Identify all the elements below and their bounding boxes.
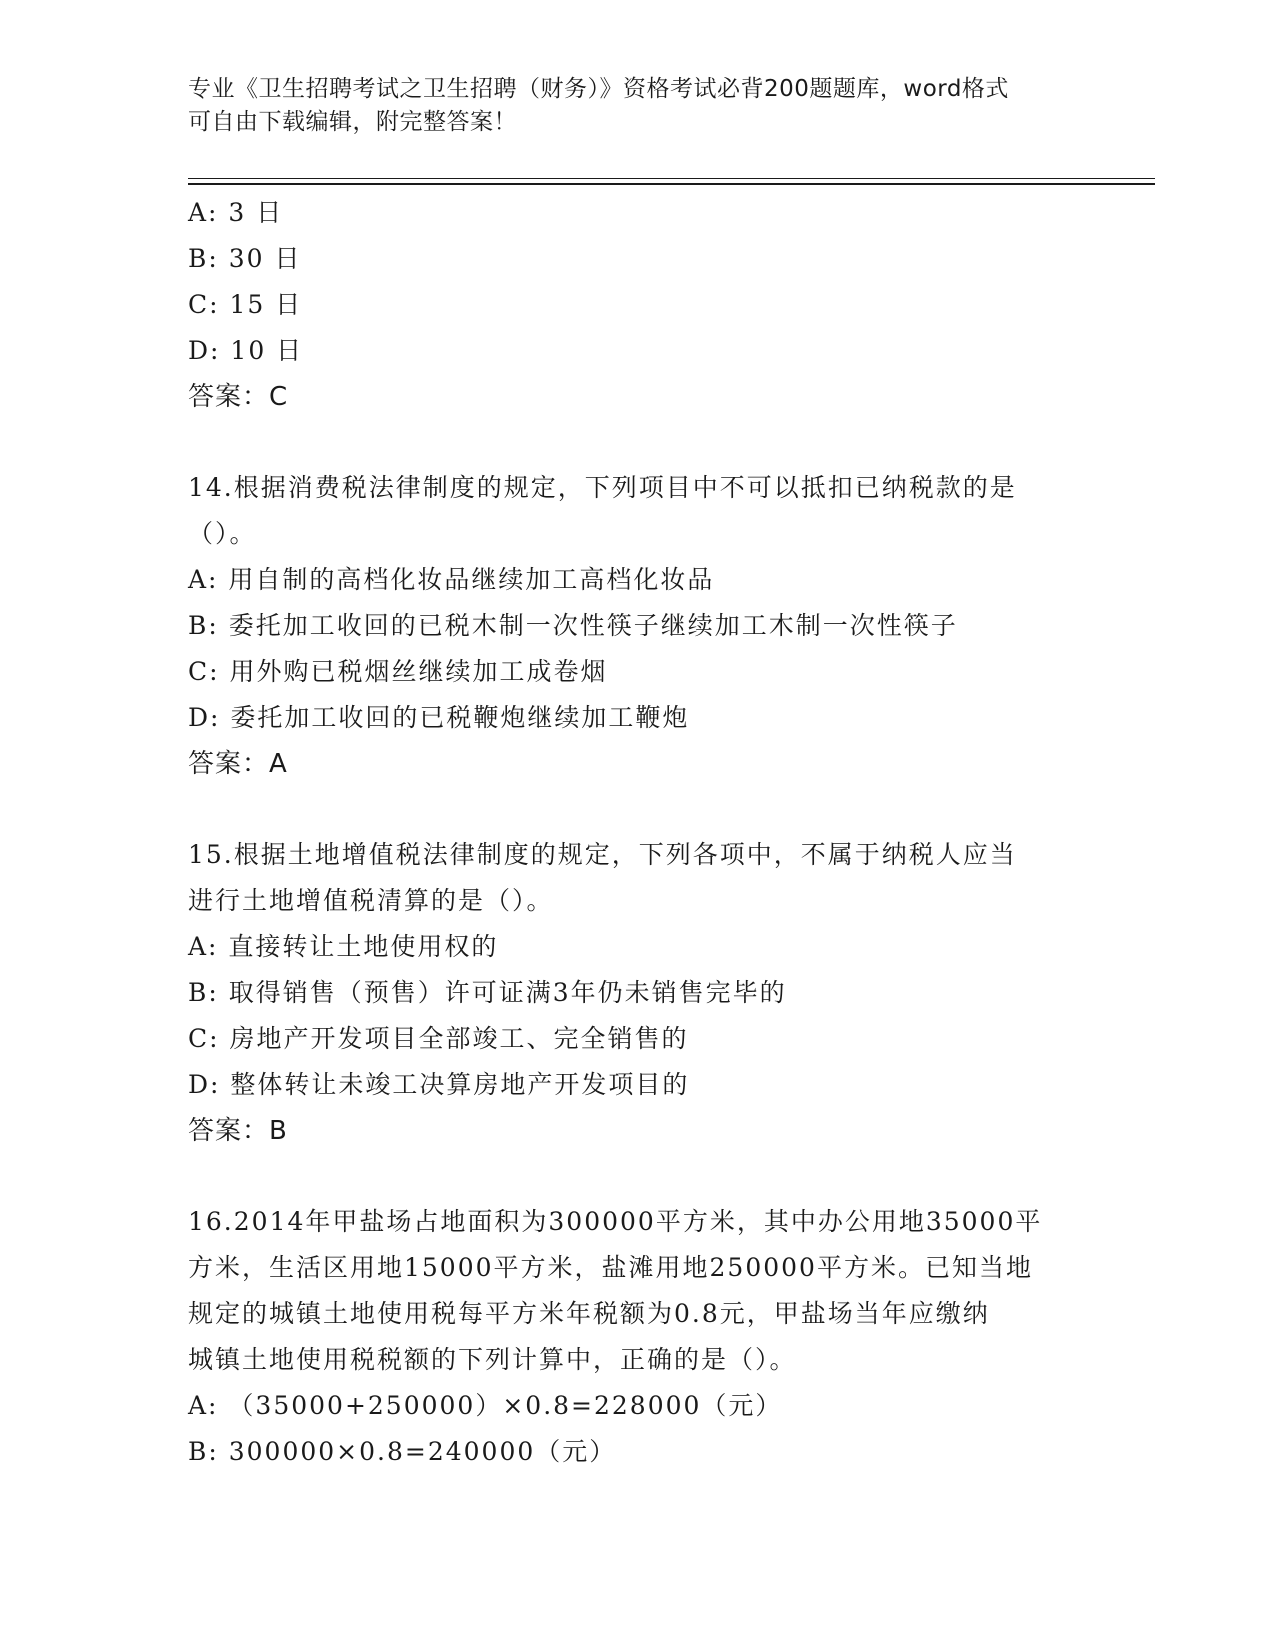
question-stem-line: 15.根据土地增值税法律制度的规定，下列各项中，不属于纳税人应当 — [188, 840, 1017, 869]
header-title-line-1: 专业《卫生招聘考试之卫生招聘（财务）》资格考试必背200题题库，word格式 — [188, 76, 1009, 102]
question-content — [188, 190, 1088, 1475]
document-header — [188, 73, 1088, 139]
option-d: D: 10 日 — [188, 336, 304, 365]
spacer — [188, 787, 1088, 832]
answer-line: 答案：B — [188, 1116, 288, 1146]
question-stem-line: 16.2014年甲盐场占地面积为300000平方米，其中办公用地35000平 — [188, 1207, 1043, 1236]
option-b: B: 300000×0.8=240000（元） — [188, 1437, 617, 1466]
answer-line: 答案：C — [188, 382, 289, 412]
option-d: D: 委托加工收回的已税鞭炮继续加工鞭炮 — [188, 703, 690, 732]
option-c: C: 房地产开发项目全部竣工、完全销售的 — [188, 1024, 689, 1053]
question-16-block — [188, 1199, 1088, 1475]
option-d: D: 整体转让未竣工决算房地产开发项目的 — [188, 1070, 690, 1099]
option-c: C: 用外购已税烟丝继续加工成卷烟 — [188, 657, 608, 686]
question-13-block — [188, 190, 1088, 420]
question-14-block — [188, 465, 1088, 787]
header-divider-thin — [188, 178, 1155, 179]
option-b: B: 30 日 — [188, 244, 302, 273]
answer-line: 答案：A — [188, 749, 288, 779]
option-b: B: 委托加工收回的已税木制一次性筷子继续加工木制一次性筷子 — [188, 611, 958, 640]
header-title-line-2: 可自由下载编辑，附完整答案！ — [188, 109, 517, 135]
question-stem-line: 城镇土地使用税税额的下列计算中，正确的是（）。 — [188, 1345, 797, 1374]
option-a: A: 直接转让土地使用权的 — [188, 932, 499, 961]
question-stem-line: 14.根据消费税法律制度的规定，下列项目中不可以抵扣已纳税款的是 — [188, 473, 1017, 502]
option-a: A: 3 日 — [188, 198, 284, 227]
question-stem-line: （）。 — [188, 519, 257, 548]
spacer — [188, 1154, 1088, 1199]
question-stem-line: 方米，生活区用地15000平方米，盐滩用地250000平方米。已知当地 — [188, 1253, 1033, 1282]
question-stem-line: 进行土地增值税清算的是（）。 — [188, 886, 554, 915]
spacer — [188, 420, 1088, 465]
question-stem — [188, 1199, 1088, 1383]
option-a: A: （35000+250000）×0.8=228000（元） — [188, 1391, 783, 1420]
question-stem-line: 规定的城镇土地使用税每平方米年税额为0.8元，甲盐场当年应缴纳 — [188, 1299, 990, 1328]
question-stem — [188, 832, 1088, 924]
header-divider-thick — [188, 183, 1155, 185]
option-a: A: 用自制的高档化妆品继续加工高档化妆品 — [188, 565, 715, 594]
question-15-block — [188, 832, 1088, 1154]
option-c: C: 15 日 — [188, 290, 303, 319]
option-b: B: 取得销售（预售）许可证满3年仍未销售完毕的 — [188, 978, 787, 1007]
question-stem — [188, 465, 1088, 557]
